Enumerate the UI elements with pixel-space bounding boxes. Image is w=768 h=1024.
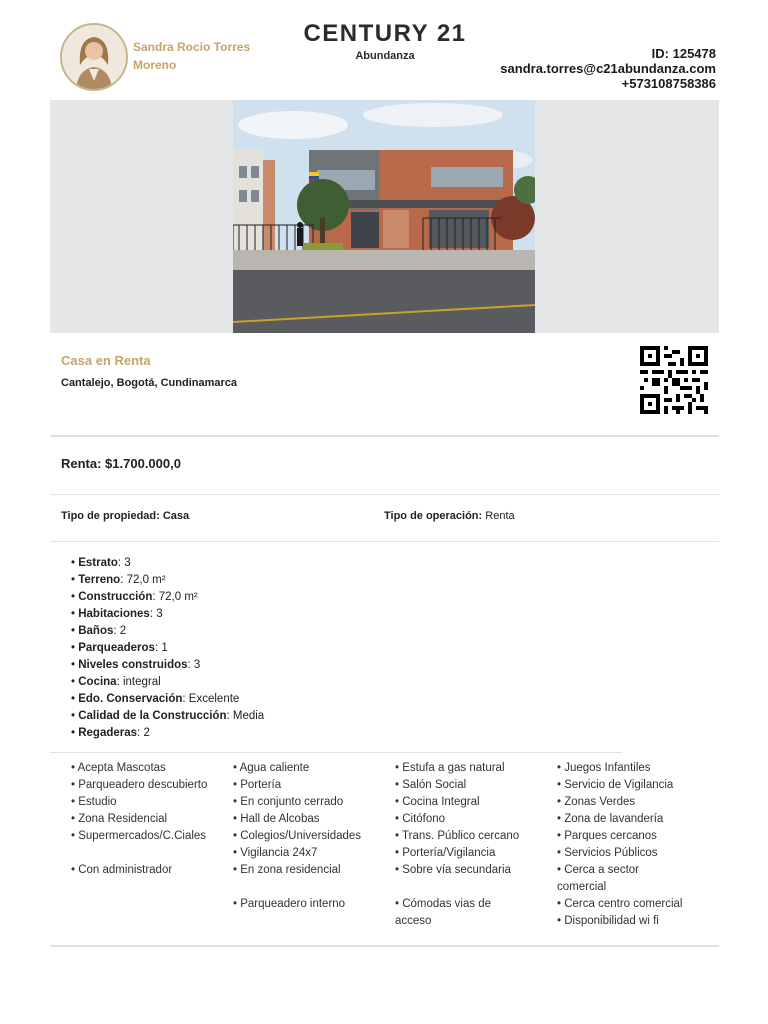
amenity-item: • Servicios Públicos: [557, 847, 658, 859]
spec-item: • Habitaciones: 3: [71, 608, 163, 620]
amenities-col-3: [395, 760, 545, 930]
logo-sub-text: Abundanza: [355, 50, 415, 62]
spec-item: • Baños: 2: [71, 625, 127, 637]
amenity-item: • Acepta Mascotas: [71, 762, 166, 774]
price: Renta: $1.700.000,0: [61, 456, 181, 471]
amenity-item: • Zona de lavandería: [557, 813, 664, 825]
spec-item: • Construcción: 72,0 m²: [71, 591, 198, 603]
amenities-col-2: [233, 760, 383, 913]
agent-name: Sandra Rocio Torres Moreno: [133, 40, 251, 72]
contact-email[interactable]: sandra.torres@c21abundanza.com: [500, 61, 716, 76]
amenity-item: • Cómodas vias de acceso: [395, 898, 492, 927]
amenity-item: • Parqueadero interno: [233, 898, 346, 910]
contact-phone[interactable]: +573108758386: [621, 76, 716, 91]
spec-item: • Calidad de la Construcción: Media: [71, 710, 265, 722]
specs-list: [71, 555, 264, 742]
amenity-item: • Cerca centro comercial: [557, 898, 683, 910]
amenity-item: • Agua caliente: [233, 762, 310, 774]
property-type: [61, 510, 189, 522]
spec-item: • Edo. Conservación: Excelente: [71, 693, 240, 705]
operation-type: [384, 510, 515, 522]
property-type-label: Tipo de propiedad:: [61, 510, 160, 522]
amenity-item: • Portería/Vigilancia: [395, 847, 496, 859]
amenity-item: • Trans. Público cercano: [395, 830, 520, 842]
amenity-item: • Salón Social: [395, 779, 467, 791]
amenity-item: • Estufa a gas natural: [395, 762, 505, 774]
amenity-item: • Estudio: [71, 796, 117, 808]
property-photo: [233, 100, 535, 333]
amenities-col-1: [71, 760, 221, 879]
property-type-value: Casa: [162, 510, 190, 522]
amenity-item: • Zona Residencial: [71, 813, 168, 825]
amenity-item: • Citófono: [395, 813, 446, 825]
amenity-item: • Con administrador: [71, 864, 173, 876]
operation-type-label: Tipo de operación:: [384, 510, 483, 522]
spec-item: • Estrato: 3: [71, 557, 131, 569]
property-location: Cantalejo, Bogotá, Cundinamarca: [61, 377, 238, 389]
amenities-col-4: [557, 760, 707, 930]
amenity-item: • Colegios/Universidades: [233, 830, 362, 842]
company-logo: [300, 20, 470, 62]
contact-block: [500, 46, 716, 91]
amenity-item: • Cerca a sector comercial: [557, 864, 639, 893]
amenity-item: • Hall de Alcobas: [233, 813, 320, 825]
amenity-item: • En conjunto cerrado: [233, 796, 344, 808]
amenity-item: • Parqueadero descubierto: [71, 779, 208, 791]
spec-item: • Cocina: integral: [71, 676, 161, 688]
amenity-item: • Zonas Verdes: [557, 796, 636, 808]
amenity-item: • Cocina Integral: [395, 796, 480, 808]
amenity-item: • Supermercados/C.Ciales: [71, 830, 207, 842]
amenity-item: • En zona residencial: [233, 864, 341, 876]
amenity-item: • Parques cercanos: [557, 830, 657, 842]
qr-code-icon: [640, 346, 708, 414]
spec-item: • Regaderas: 2: [71, 727, 150, 739]
divider: [50, 752, 622, 753]
divider: [50, 435, 719, 437]
amenity-item: • Disponibilidad wi fi: [557, 915, 659, 927]
spec-item: • Niveles construidos: 3: [71, 659, 201, 671]
divider: [50, 541, 719, 542]
amenity-item: • Servicio de Vigilancia: [557, 779, 674, 791]
amenity-item: • Juegos Infantiles: [557, 762, 651, 774]
logo-main-text: CENTURY 21: [303, 20, 467, 47]
agent-avatar: [60, 23, 128, 91]
divider: [50, 494, 719, 495]
operation-type-value: Renta: [485, 510, 515, 522]
agent-photo: [62, 25, 126, 89]
amenity-item: • Portería: [233, 779, 282, 791]
spec-item: • Parqueaderos: 1: [71, 642, 168, 654]
amenity-item: • Sobre vía secundaria: [395, 864, 511, 876]
listing-id: ID: 125478: [651, 46, 716, 61]
divider: [50, 945, 719, 947]
amenity-item: • Vigilancia 24x7: [233, 847, 318, 859]
property-title: Casa en Renta: [61, 353, 151, 368]
spec-item: • Terreno: 72,0 m²: [71, 574, 166, 586]
